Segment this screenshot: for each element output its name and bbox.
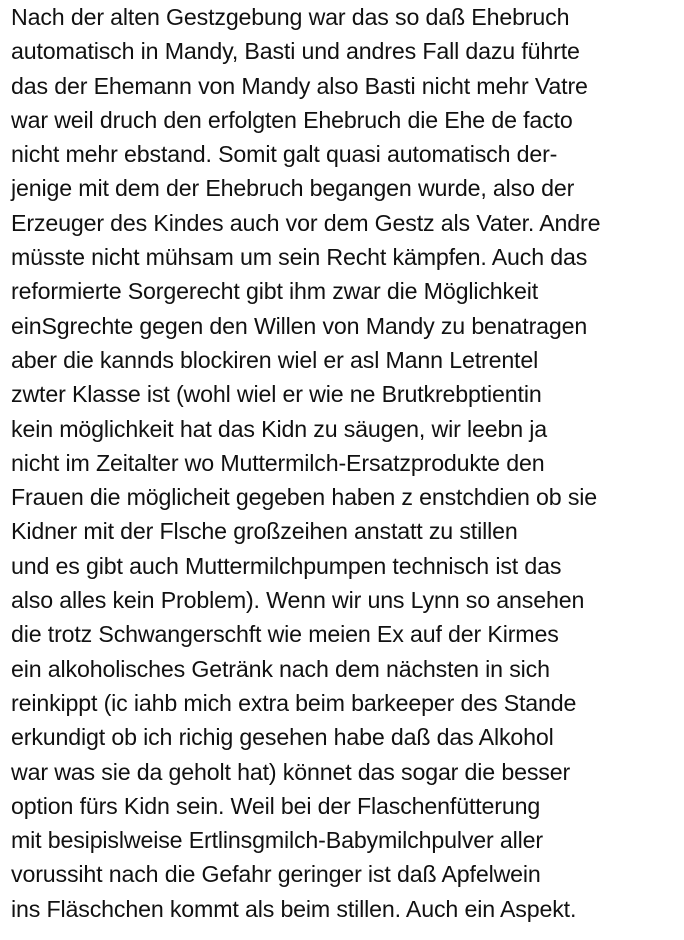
text-line: Frauen die möglicheit gegeben haben z enstchdien ob sie	[11, 484, 598, 511]
text-line: ins Fläschchen kommt als beim stillen. Auch ein Aspekt.	[11, 895, 577, 922]
text-line: erkundigt ob ich richig gesehen habe daß das Alkohol	[11, 724, 554, 751]
text-line: zwter Klasse ist (wohl wiel er wie ne Brutkrebptientin	[11, 381, 542, 408]
text-line: reinkippt (ic iahb mich extra beim barkeeper des Stande	[11, 689, 577, 716]
text-line: kein möglichkeit hat das Kidn zu säugen, wir leebn ja	[11, 415, 547, 442]
document-text	[11, 0, 681, 926]
text-line: einSgrechte gegen den Willen von Mandy zu benatragen	[11, 312, 588, 339]
text-line: aber die kannds blockiren wiel er asl Mann Letrentel	[11, 346, 539, 373]
text-line: jenige mit dem der Ehebruch begangen wurde, also der	[11, 175, 575, 202]
text-line: option fürs Kidn sein. Weil bei der Flaschenfütterung	[11, 792, 541, 819]
text-line: Kidner mit der Flsche großzeihen anstatt zu stillen	[11, 518, 518, 545]
text-line: nicht mehr ebstand. Somit galt quasi automatisch der-	[11, 141, 558, 168]
text-line: also alles kein Problem). Wenn wir uns Lynn so ansehen	[11, 587, 585, 614]
text-line: die trotz Schwangerschft wie meien Ex auf der Kirmes	[11, 621, 559, 648]
text-line: war was sie da geholt hat) könnet das sogar die besser	[11, 758, 571, 785]
text-line: mit besipislweise Ertlinsgmilch-Babymilchpulver aller	[11, 827, 543, 854]
text-line: vorussiht nach die Gefahr geringer ist daß Apfelwein	[11, 861, 541, 888]
text-line: reformierte Sorgerecht gibt ihm zwar die Möglichkeit	[11, 278, 539, 305]
text-line: Erzeuger des Kindes auch vor dem Gestz als Vater. Andre	[11, 209, 601, 236]
text-line: war weil druch den erfolgten Ehebruch die Ehe de facto	[11, 106, 573, 133]
text-line: müsste nicht mühsam um sein Recht kämpfen. Auch das	[11, 244, 588, 271]
text-line: das der Ehemann von Mandy also Basti nicht mehr Vatre	[11, 72, 588, 99]
text-line: Nach der alten Gestzgebung war das so daß Ehebruch	[11, 4, 570, 30]
text-line: nicht im Zeitalter wo Muttermilch-Ersatzprodukte den	[11, 449, 545, 476]
text-line: ein alkoholisches Getränk nach dem nächsten in sich	[11, 655, 550, 682]
text-line: und es gibt auch Muttermilchpumpen technisch ist das	[11, 552, 562, 579]
text-line: automatisch in Mandy, Basti und andres Fall dazu führte	[11, 38, 580, 65]
